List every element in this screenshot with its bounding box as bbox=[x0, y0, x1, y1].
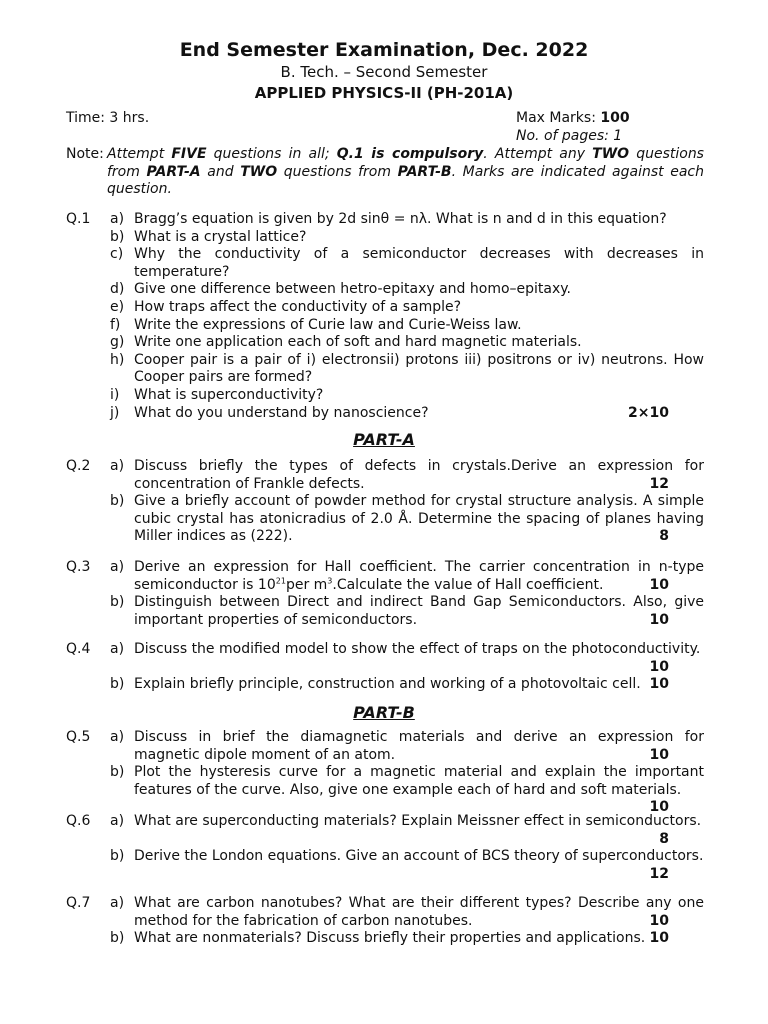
part-text: per m bbox=[285, 576, 328, 593]
question-6 bbox=[66, 813, 704, 883]
part-text: Give a briefly account of powder method for crystal structure analysis. A simple cubic crystal has atonicradius of 2.0 Å. Determine the spacing of planes having Miller indices as (222). bbox=[134, 493, 704, 545]
part-text: .Calculate the value of Hall coefficient. bbox=[332, 576, 604, 593]
part-text: How traps affect the conductivity of a sample? bbox=[134, 298, 462, 315]
marks: 10 bbox=[649, 912, 669, 929]
time-allowed: Time: 3 hrs. bbox=[66, 110, 150, 126]
note-emph: PART-A bbox=[146, 163, 201, 180]
question-part bbox=[110, 848, 704, 883]
question-4 bbox=[66, 641, 704, 694]
note-emph: PART-B bbox=[397, 163, 452, 180]
superscript: 3 bbox=[327, 575, 333, 585]
note-part: . Attempt any bbox=[483, 146, 593, 162]
part-text: What is superconductivity? bbox=[134, 386, 324, 403]
part-text: Bragg’s equation is given by 2d sinθ = nλ. What is n and d in this equation? bbox=[134, 211, 667, 227]
question-part bbox=[110, 229, 704, 247]
part-label: f) bbox=[110, 316, 121, 333]
part-label: b) bbox=[110, 493, 125, 510]
note-text bbox=[107, 146, 704, 199]
max-marks bbox=[516, 109, 666, 127]
part-text: What is a crystal lattice? bbox=[134, 228, 307, 245]
question-part bbox=[110, 641, 704, 676]
part-label: a) bbox=[110, 813, 125, 829]
question-7 bbox=[66, 895, 704, 948]
part-label: b) bbox=[110, 594, 125, 611]
question-number: Q.5 bbox=[66, 729, 91, 745]
part-text: What are nonmaterials? Discuss briefly their properties and applications. bbox=[134, 930, 646, 947]
part-text: Write the expressions of Curie law and Curie-Weiss law. bbox=[134, 316, 522, 333]
marks: 8 bbox=[659, 528, 669, 545]
part-label: b) bbox=[110, 228, 125, 245]
page-count: No. of pages: 1 bbox=[516, 128, 623, 144]
question-part bbox=[110, 676, 704, 694]
marks: 10 bbox=[649, 676, 669, 693]
question-part bbox=[110, 594, 704, 629]
question-part bbox=[110, 299, 704, 317]
question-part bbox=[110, 317, 704, 335]
question-part bbox=[110, 729, 704, 764]
marks: 12 bbox=[649, 865, 669, 882]
question-number: Q.2 bbox=[66, 458, 91, 474]
exam-title: End Semester Examination, Dec. 2022 bbox=[179, 39, 589, 61]
part-text: Write one application each of soft and hard magnetic materials. bbox=[134, 334, 582, 351]
note-emph: FIVE bbox=[171, 146, 207, 162]
part-text: Discuss briefly the types of defects in crystals.Derive an expression for concentration of Frankle defects. bbox=[134, 458, 704, 492]
note-part: questions in all; bbox=[206, 146, 337, 162]
question-part bbox=[110, 211, 704, 229]
question-number: Q.3 bbox=[66, 559, 91, 575]
instructions-note bbox=[66, 146, 704, 199]
part-text: Distinguish between Direct and indirect Band Gap Semiconductors. Also, give important properties of semiconductors. bbox=[134, 594, 704, 628]
note-emph: TWO bbox=[592, 146, 630, 162]
subject-line: APPLIED PHYSICS-II (PH-201A) bbox=[254, 84, 514, 102]
marks: 10 bbox=[649, 799, 669, 816]
part-label: h) bbox=[110, 351, 125, 368]
question-part bbox=[110, 352, 704, 387]
note-part: questions from bbox=[277, 163, 398, 180]
question-number: Q.7 bbox=[66, 895, 91, 911]
question-part bbox=[110, 764, 704, 816]
part-label: g) bbox=[110, 334, 125, 351]
part-label: a) bbox=[110, 641, 125, 657]
question-part bbox=[110, 930, 704, 948]
question-part bbox=[110, 895, 704, 930]
part-label: a) bbox=[110, 458, 125, 474]
question-part bbox=[110, 281, 704, 299]
part-label: b) bbox=[110, 764, 125, 781]
marks: 2×10 bbox=[628, 404, 669, 421]
part-label: i) bbox=[110, 386, 120, 403]
part-label: b) bbox=[110, 848, 125, 865]
marks: 10 bbox=[649, 658, 669, 675]
note-part: and bbox=[200, 163, 241, 180]
marks: 10 bbox=[649, 930, 669, 947]
question-2 bbox=[66, 458, 704, 546]
part-text: Derive an expression for Hall coefficient. The carrier concentration in n-type semiconductor is 10 bbox=[134, 559, 704, 593]
part-label: b) bbox=[110, 676, 125, 693]
part-text: What do you understand by nanoscience? bbox=[134, 404, 429, 421]
question-part bbox=[110, 458, 704, 493]
program-line: B. Tech. – Second Semester bbox=[280, 63, 488, 81]
part-label: b) bbox=[110, 930, 125, 947]
marks: 8 bbox=[659, 830, 669, 847]
question-part bbox=[110, 559, 704, 594]
question-number: Q.4 bbox=[66, 641, 91, 657]
question-3 bbox=[66, 559, 704, 629]
section-heading-part-b: PART-B bbox=[353, 703, 415, 722]
question-part bbox=[110, 387, 704, 405]
part-label: a) bbox=[110, 211, 125, 227]
note-emph: Q.1 is compulsory bbox=[336, 146, 484, 162]
part-text: Plot the hysteresis curve for a magnetic material and explain the important features of the curve. Also, give one example each of hard and soft materials. bbox=[134, 764, 704, 798]
section-heading-part-a: PART-A bbox=[353, 430, 415, 449]
part-text: What are carbon nanotubes? What are their different types? Describe any one method for the fabrication of carbon nanotubes. bbox=[134, 895, 704, 929]
question-part bbox=[110, 493, 704, 546]
part-text: Cooper pair is a pair of i) electronsii) protons iii) positrons or iv) neutrons. How Cooper pairs are formed? bbox=[134, 351, 704, 386]
part-label: d) bbox=[110, 281, 125, 298]
question-part bbox=[110, 334, 704, 352]
superscript: 21 bbox=[275, 575, 286, 585]
marks: 10 bbox=[649, 576, 669, 593]
part-text: Discuss the modified model to show the effect of traps on the photoconductivity. bbox=[134, 641, 701, 657]
question-1 bbox=[66, 211, 704, 422]
note-part: Attempt bbox=[107, 146, 172, 162]
part-text: Derive the London equations. Give an account of BCS theory of superconductors. bbox=[134, 848, 704, 865]
note-label: Note: bbox=[66, 146, 104, 162]
part-label: a) bbox=[110, 895, 125, 911]
max-marks-value: 100 bbox=[600, 110, 630, 126]
note-part: questions from bbox=[107, 146, 704, 180]
question-number: Q.1 bbox=[66, 211, 91, 227]
part-label: e) bbox=[110, 298, 125, 315]
part-text: Why the conductivity of a semiconductor decreases with decreases in temperature? bbox=[134, 246, 704, 280]
part-label: a) bbox=[110, 729, 125, 745]
question-5 bbox=[66, 729, 704, 817]
question-part bbox=[110, 405, 704, 423]
part-text: Give one difference between hetro-epitaxy and homo–epitaxy. bbox=[134, 281, 572, 298]
marks: 10 bbox=[649, 746, 669, 763]
part-label: a) bbox=[110, 559, 125, 575]
question-part bbox=[110, 246, 704, 281]
note-emph: TWO bbox=[240, 163, 278, 180]
marks: 12 bbox=[649, 475, 669, 492]
part-text: Explain briefly principle, construction and working of a photovoltaic cell. bbox=[134, 676, 641, 693]
max-marks-label: Max Marks: bbox=[516, 110, 601, 126]
part-text: What are superconducting materials? Explain Meissner effect in semiconductors. bbox=[134, 813, 702, 829]
part-label: j) bbox=[110, 404, 120, 421]
marks: 10 bbox=[649, 611, 669, 628]
question-number: Q.6 bbox=[66, 813, 91, 829]
part-label: c) bbox=[110, 246, 124, 263]
note-part: . Marks are indicated against each question. bbox=[107, 163, 705, 197]
question-part bbox=[110, 813, 704, 848]
part-text: Discuss in brief the diamagnetic materials and derive an expression for magnetic dipole moment of an atom. bbox=[134, 729, 704, 763]
